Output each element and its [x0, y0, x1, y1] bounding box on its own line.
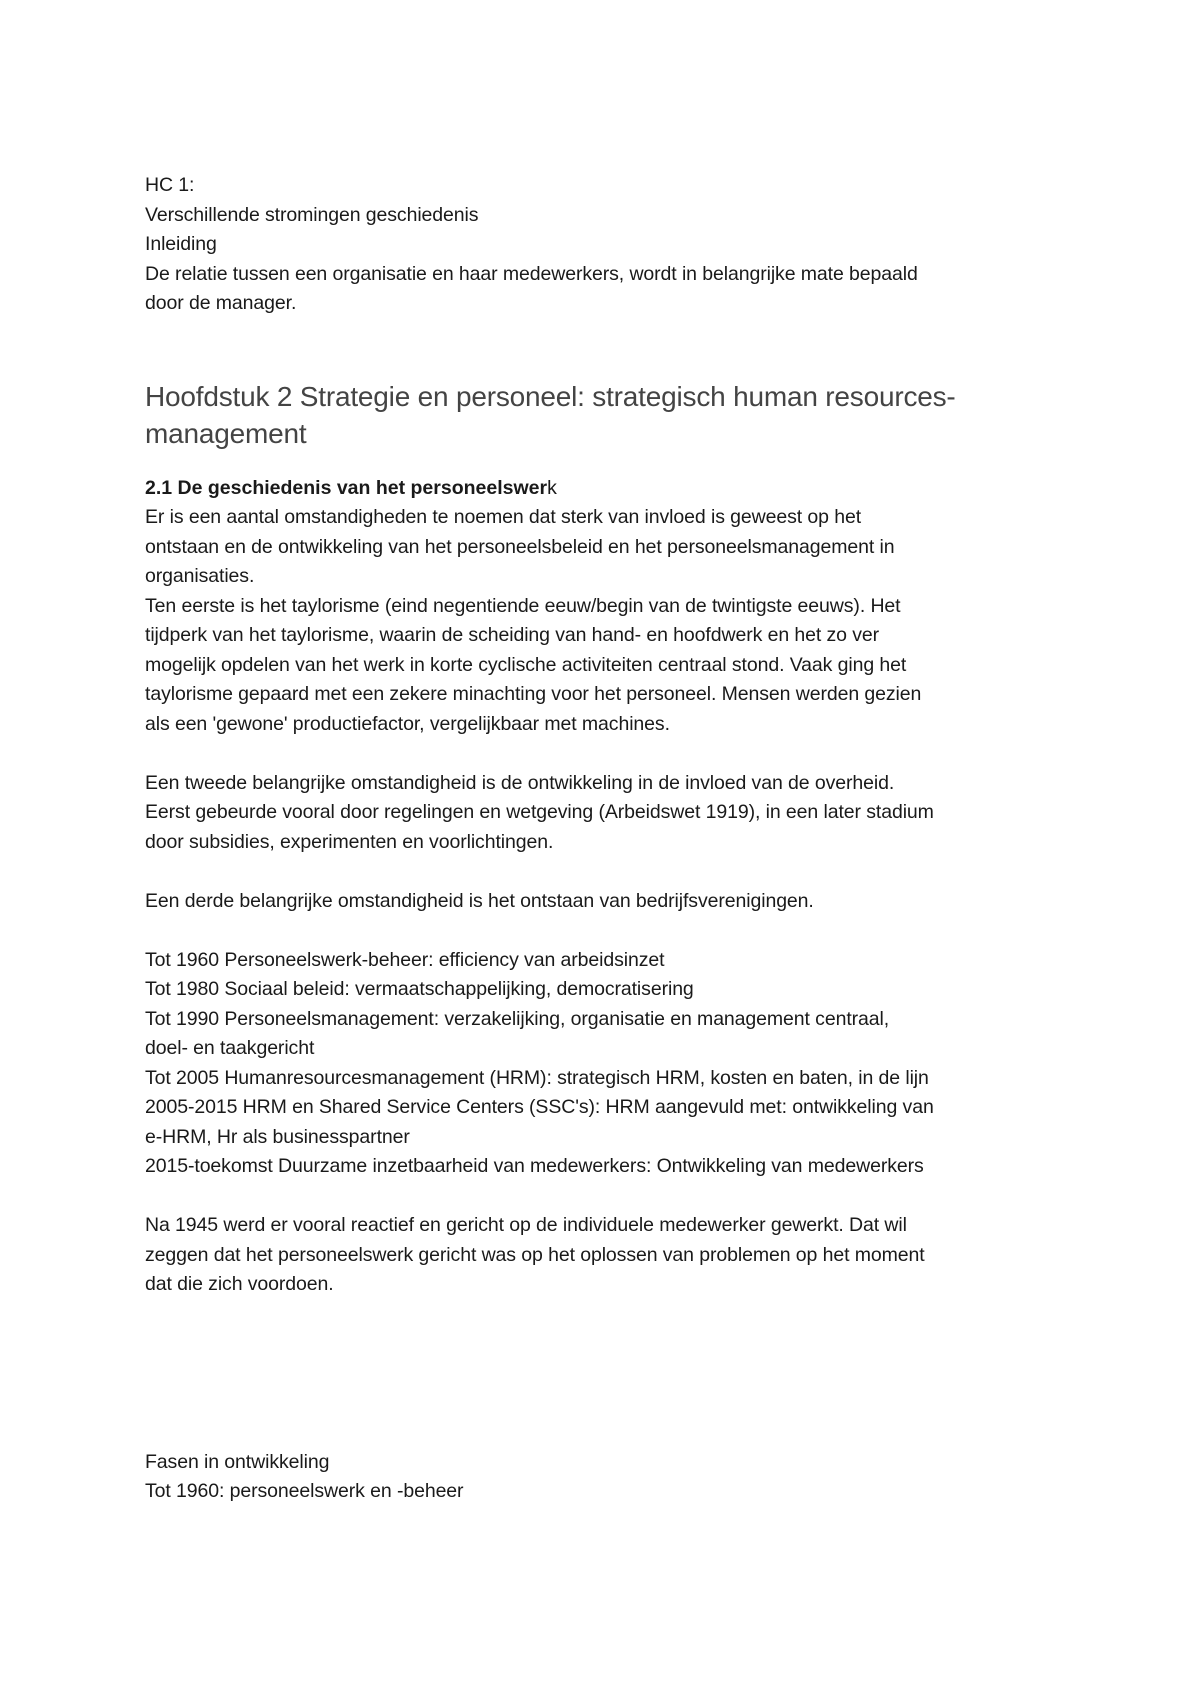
paragraph-line: Eerst gebeurde vooral door regelingen en wetgeving (Arbeidswet 1919), in een later stadium	[145, 801, 934, 823]
phases-heading: Fasen in ontwikkeling	[145, 1450, 330, 1473]
document-page	[145, 171, 1075, 1507]
chapter-title	[145, 378, 1075, 452]
intro-heading: Inleiding	[145, 233, 217, 255]
paragraph-post-1945	[145, 1211, 1075, 1300]
lecture-topic: Verschillende stromingen geschiedenis	[145, 203, 479, 226]
timeline-item: Tot 1990 Personeelsmanagement: verzakelijking, organisatie en management centraal,	[145, 1007, 890, 1030]
paragraph-line: Na 1945 werd er vooral reactief en gericht op de individuele medewerker gewerkt. Dat wil	[145, 1214, 907, 1236]
intro-block	[145, 171, 1075, 319]
paragraph-line: zeggen dat het personeelswerk gericht was op het oplossen van problemen op het moment	[145, 1243, 925, 1266]
intro-text-line: door de manager.	[145, 292, 297, 314]
section-title-bold: 2.1 De geschiedenis van het personeelswer	[145, 476, 548, 499]
paragraph-associations	[145, 887, 1075, 917]
paragraph-line: Ten eerste is het taylorisme (eind negentiende eeuw/begin van de twintigste eeuws). Het	[145, 594, 901, 617]
timeline-item: Tot 1980 Sociaal beleid: vermaatschappelijking, democratisering	[145, 978, 694, 1000]
paragraph-line: tijdperk van het taylorisme, waarin de scheiding van hand- en hoofdwerk en het zo ver	[145, 624, 880, 646]
paragraph-circumstances	[145, 503, 1075, 739]
section-title-tail: k	[547, 476, 557, 499]
phases-item: Tot 1960: personeelswerk en -beheer	[145, 1480, 464, 1502]
chapter-title-line: management	[145, 417, 307, 449]
timeline-list	[145, 946, 1075, 1182]
section-title	[145, 474, 1075, 504]
timeline-item: e-HRM, Hr als businesspartner	[145, 1125, 410, 1148]
paragraph-line: als een 'gewone' productiefactor, vergelijkbaar met machines.	[145, 712, 670, 735]
paragraph-line: taylorisme gepaard met een zekere minachting voor het personeel. Mensen werden gezien	[145, 683, 922, 705]
timeline-item: Tot 2005 Humanresourcesmanagement (HRM): strategisch HRM, kosten en baten, in de lijn	[145, 1066, 929, 1089]
paragraph-line: ontstaan en de ontwikkeling van het personeelsbeleid en het personeelsmanagement in	[145, 535, 895, 558]
timeline-item: 2015-toekomst Duurzame inzetbaarheid van medewerkers: Ontwikkeling van medewerkers	[145, 1155, 924, 1177]
paragraph-line: Er is een aantal omstandigheden te noemen dat sterk van invloed is geweest op het	[145, 506, 862, 528]
intro-text-line: De relatie tussen een organisatie en haar medewerkers, wordt in belangrijke mate bepaald	[145, 262, 918, 285]
paragraph-government	[145, 769, 1075, 858]
paragraph-line: door subsidies, experimenten en voorlichtingen.	[145, 830, 554, 853]
lecture-label: HC 1:	[145, 174, 195, 196]
chapter-title-line: Hoofdstuk 2 Strategie en personeel: strategisch human resources-	[145, 380, 956, 412]
timeline-item: doel- en taakgericht	[145, 1037, 315, 1059]
phases-block	[145, 1448, 1075, 1507]
timeline-item: Tot 1960 Personeelswerk-beheer: efficiency van arbeidsinzet	[145, 948, 665, 971]
paragraph-line: Een tweede belangrijke omstandigheid is de ontwikkeling in de invloed van de overheid.	[145, 771, 895, 794]
paragraph-line: mogelijk opdelen van het werk in korte cyclische activiteiten centraal stond. Vaak ging het	[145, 653, 907, 676]
paragraph-line: dat die zich voordoen.	[145, 1273, 334, 1295]
timeline-item: 2005-2015 HRM en Shared Service Centers (SSC's): HRM aangevuld met: ontwikkeling van	[145, 1096, 934, 1118]
paragraph-line: Een derde belangrijke omstandigheid is het ontstaan van bedrijfsverenigingen.	[145, 889, 814, 912]
paragraph-line: organisaties.	[145, 565, 255, 587]
